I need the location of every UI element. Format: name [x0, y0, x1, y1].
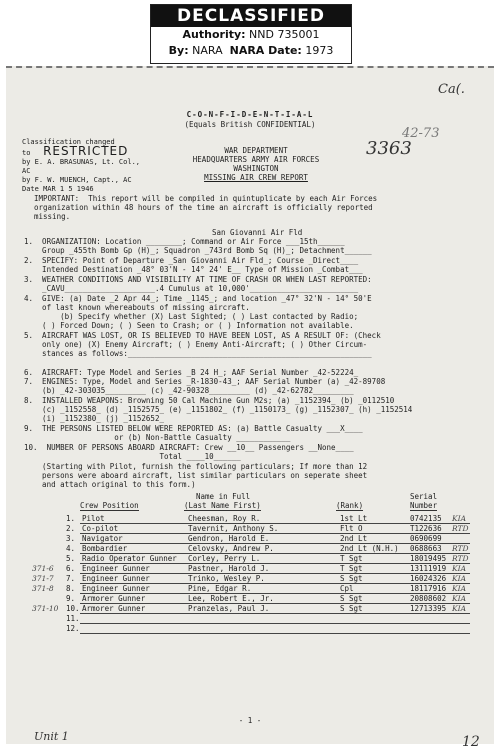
scanned-document [6, 66, 494, 750]
item-5c: stances as follows:______________________________________________________ [24, 349, 372, 358]
crew-row [6, 514, 494, 523]
crew-serial: T122636 [410, 524, 442, 533]
crew-position: Armorer Gunner [82, 594, 146, 603]
classification-top: C-O-N-F-I-D-E-N-T-I-A-L [186, 110, 314, 119]
crew-header-name: Name in Full [196, 492, 251, 501]
crew-status-note: KIA [452, 574, 466, 583]
item-6: 6. AIRCRAFT: Type Model and Series _B 24 H_; AAF Serial Number _42-52224_ [24, 368, 359, 377]
crew-rank: 2nd Lt (N.H.) [340, 544, 399, 553]
item-10a: 10. NUMBER OF PERSONS ABOARD AIRCRAFT: Crew __10__ Passengers __None____ [24, 443, 354, 452]
item-2b: Intended Destination _48° 03'N - 14° 24' E__ Type of Mission _Combat___ [24, 265, 363, 274]
heading-line2: HEADQUARTERS ARMY AIR FORCES [192, 155, 320, 164]
item-3b: _CAVU____________________.4 Cumulus at 10,000'________________________ [24, 284, 359, 293]
item-7b: (b) _42-303035_________ (c) _42-90328_________ (d) _42-62782_________ [24, 386, 354, 395]
crew-margin-note: 371-10 [32, 604, 59, 613]
classification-equals: (Equals British CONFIDENTIAL) [184, 120, 316, 129]
crew-rank: Cpl [340, 584, 354, 593]
item-9b: or (b) Non-Battle Casualty ____________ [24, 433, 291, 442]
crew-margin-note: 371-6 [32, 564, 54, 573]
handwritten-note-top: Ca(. [438, 82, 465, 97]
crew-name: Cheesman, Roy R. [188, 514, 261, 523]
crew-serial: 0690699 [410, 534, 442, 543]
crew-row-number: 7. [66, 574, 76, 583]
crew-status-note: KIA [452, 594, 466, 603]
crew-rank: T Sgt [340, 554, 363, 563]
item-3a: 3. WEATHER CONDITIONS AND VISIBILITY AT TIME OF CRASH OR WHEN LAST REPORTED: [24, 275, 372, 284]
crew-rank: 2nd Lt [340, 534, 368, 543]
item-1b: Group _455th Bomb Gp (H)_; Squadron _743rd Bomb Sq (H)_; Detachment______ [24, 246, 372, 255]
crew-position: Pilot [82, 514, 105, 523]
crew-row [6, 624, 494, 633]
crew-row [6, 544, 494, 553]
crew-row [6, 524, 494, 533]
crew-margin-note: 371-8 [32, 584, 54, 593]
item-8c: (i) _1152380_ (j) _1152652_ [24, 414, 164, 423]
important-line2: organization within 48 hours of the time an aircraft is officially reported [34, 203, 373, 212]
crew-status-note: RTD [452, 524, 469, 533]
handwritten-ref: 42-73 [402, 126, 440, 141]
crew-header-rank: (Rank) [336, 501, 364, 510]
crew-margin-note: 371-7 [32, 574, 54, 583]
important-line1: IMPORTANT: This report will be compiled in quintuplicate by each Air Forces [34, 194, 378, 203]
crew-row-rule [80, 633, 470, 634]
crew-row [6, 534, 494, 543]
crew-serial: 0742135 [410, 514, 442, 523]
crew-name: Celovsky, Andrew P. [188, 544, 274, 553]
crew-serial: 12713395 [410, 604, 447, 613]
crew-status-note: RTD [452, 554, 469, 563]
crew-row-number: 10. [66, 604, 80, 613]
heading-title: MISSING AIR CREW REPORT [204, 173, 308, 182]
crew-position: Engineer Gunner [82, 564, 150, 573]
crew-status-note: KIA [452, 604, 466, 613]
crew-serial: 18117916 [410, 584, 447, 593]
item-10d: persons were aboard aircraft, list similar particulars on seperate sheet [24, 471, 368, 480]
crew-position: Armorer Gunner [82, 604, 146, 613]
crew-position: Engineer Gunner [82, 584, 150, 593]
crew-row [6, 554, 494, 563]
item-7a: 7. ENGINES: Type, Model and Series _R-1830-43_; AAF Serial Number (a) _42-89708 [24, 377, 386, 386]
declassified-stamp [150, 4, 352, 64]
authority-line: Authority: NND 735001 [182, 28, 320, 41]
crew-status-note: KIA [452, 514, 466, 523]
crew-row [6, 584, 494, 593]
page-number: - 1 - [238, 716, 262, 725]
crew-row-number: 4. [66, 544, 76, 553]
crew-position: Radio Operator Gunner [82, 554, 177, 563]
crew-row-number: 9. [66, 594, 76, 603]
crew-rank: S Sgt [340, 594, 363, 603]
crew-row [6, 614, 494, 623]
crew-row-number: 5. [66, 554, 76, 563]
item-4c: (b) Specify whether (X) Last Sighted; ( ) Last contacted by Radio; [24, 312, 359, 321]
crew-status-note: RTD [452, 544, 469, 553]
crew-header-lastfirst: (Last Name First) [184, 501, 261, 510]
item-8a: 8. INSTALLED WEAPONS: Browning 50 Cal Machine Gun M2s; (a) _1152394_ (b) _0112510 [24, 396, 395, 405]
declassified-title: DECLASSIFIED [151, 5, 351, 27]
crew-row-number: 3. [66, 534, 76, 543]
classification-change-stamp: Classification changed to RESTRICTED by E. A. BRASUNAS, Lt. Col., AC by F. W. MUENCH, Capt., AC Date MAR 1 5 1946 [22, 138, 141, 193]
item-5b: only one) (X) Enemy Aircraft; ( ) Enemy Anti-Aircraft; ( ) Other Circum- [24, 340, 368, 349]
crew-status-note: KIA [452, 564, 466, 573]
crew-row-number: 11. [66, 614, 80, 623]
item-10c: (Starting with Pilot, furnish the following particulars; If more than 12 [24, 462, 368, 471]
important-line3: missing. [34, 212, 71, 221]
crew-header-serial: Serial [410, 492, 438, 501]
crew-serial: 0688663 [410, 544, 442, 553]
crew-row [6, 594, 494, 603]
item-10e: and attach original to this form.) [24, 480, 196, 489]
crew-name: Trinko, Wesley P. [188, 574, 265, 583]
item-8b: (c) _1152558_ (d) _1152575_ (e) _1151802_ (f) _1150173_ (g) _1152307_ (h) _1152514 [24, 405, 413, 414]
crew-row-number: 12. [66, 624, 80, 633]
crew-name: Gendron, Harold E. [188, 534, 270, 543]
crew-header-number: Number [410, 501, 438, 510]
handwritten-page-corner: 12 [462, 734, 480, 750]
crew-name: Pranzelas, Paul J. [188, 604, 270, 613]
crew-serial: 16024326 [410, 574, 447, 583]
item-9a: 9. THE PERSONS LISTED BELOW WERE REPORTED AS: (a) Battle Casualty ___X____ [24, 424, 363, 433]
item-10b: Total ____10______ [24, 452, 241, 461]
crew-rank: 1st Lt [340, 514, 368, 523]
crew-name: Pine, Edgar R. [188, 584, 252, 593]
crew-serial: 13111919 [410, 564, 447, 573]
crew-rank: S Sgt [340, 574, 363, 583]
crew-position: Engineer Gunner [82, 574, 150, 583]
item-4b: of last known whereabouts of missing aircraft. [24, 303, 250, 312]
handwritten-number: 3363 [366, 138, 412, 159]
crew-position: Co-pilot [82, 524, 119, 533]
crew-serial: 18019495 [410, 554, 447, 563]
crew-row-number: 8. [66, 584, 76, 593]
item-4a: 4. GIVE: (a) Date _2 Apr 44_; Time _1145_; and location _47° 32'N - 14° 50'E [24, 294, 372, 303]
crew-position: Bombardier [82, 544, 128, 553]
crew-name: Corley, Perry L. [188, 554, 261, 563]
crew-name: Tavernit, Anthony S. [188, 524, 279, 533]
item-4d: ( ) Forced Down; ( ) Seen to Crash; or ( ) Information not available. [24, 321, 354, 330]
crew-row-number: 2. [66, 524, 76, 533]
crew-row [6, 604, 494, 613]
crew-row [6, 574, 494, 583]
restricted-stamp: RESTRICTED [43, 144, 129, 158]
crew-header-position: Crew Position [80, 501, 139, 510]
crew-rank: S Sgt [340, 604, 363, 613]
item-1a: 1. ORGANIZATION: Location ________; Command or Air Force ___15th______ [24, 237, 345, 246]
handwritten-unit: Unit 1 [34, 730, 69, 743]
crew-rank: T Sgt [340, 564, 363, 573]
crew-row-number: 1. [66, 514, 76, 523]
location-note: San Giovanni Air Fld [212, 228, 303, 237]
crew-status-note: KIA [452, 584, 466, 593]
by-line: By: NARA NARA Date: 1973 [168, 44, 334, 57]
crew-serial: 20808602 [410, 594, 447, 603]
crew-rank: Flt O [340, 524, 363, 533]
item-2a: 2. SPECIFY: Point of Departure _San Giovanni Air Fld_; Course _Direct____ [24, 256, 359, 265]
crew-row [6, 564, 494, 573]
crew-name: Pastner, Harold J. [188, 564, 270, 573]
item-5a: 5. AIRCRAFT WAS LOST, OR IS BELIEVED TO HAVE BEEN LOST, AS A RESULT OF: (Check [24, 331, 381, 340]
heading-line1: WAR DEPARTMENT [224, 146, 288, 155]
crew-row-number: 6. [66, 564, 76, 573]
crew-position: Navigator [82, 534, 123, 543]
heading-line3: WASHINGTON [233, 164, 279, 173]
crew-name: Lee, Robert E., Jr. [188, 594, 274, 603]
